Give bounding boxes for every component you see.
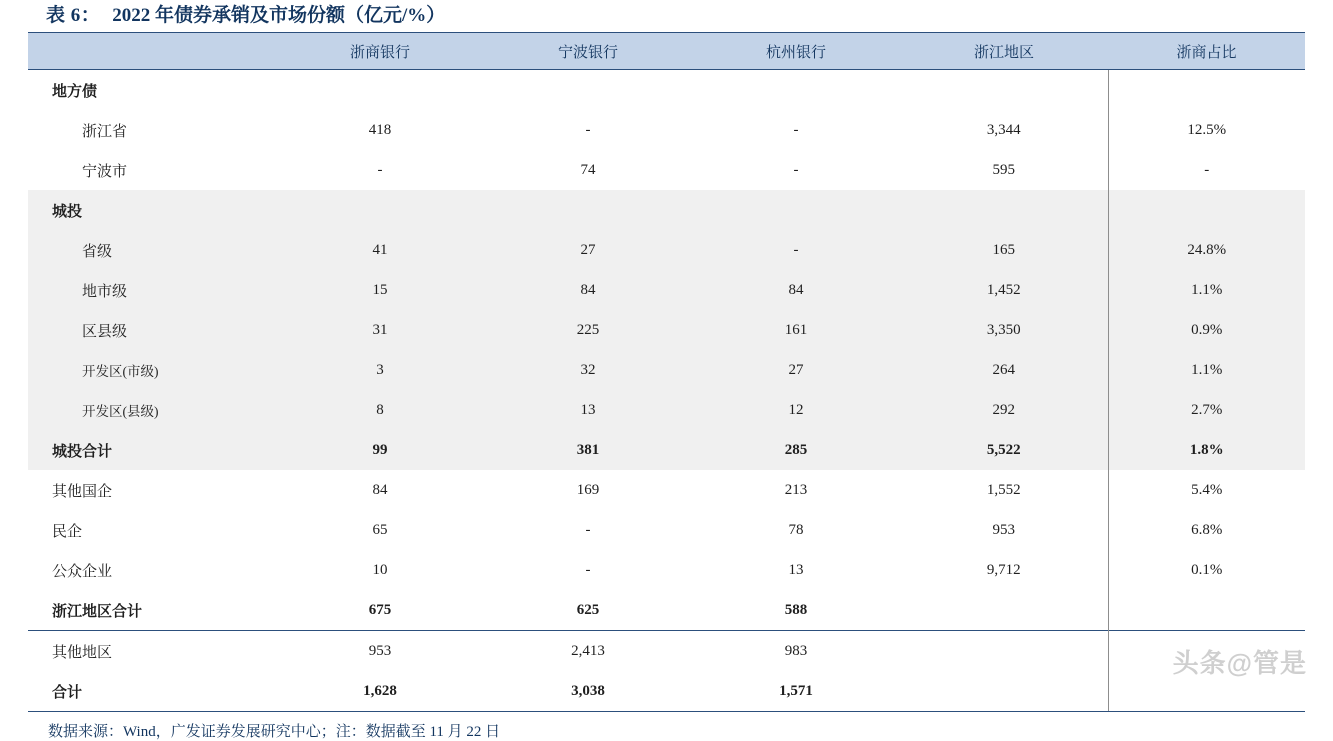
cell-value: - — [692, 230, 900, 270]
cell-value: 32 — [484, 350, 692, 390]
row-label: 浙江省 — [82, 123, 128, 140]
cell-value: 78 — [788, 521, 804, 538]
source-note: 数据来源：Wind，广发证券发展研究中心；注：数据截至 11 月 22 日 — [48, 724, 501, 740]
cell-value: 169 — [576, 481, 600, 498]
cell-value: 6.8% — [1108, 510, 1305, 550]
cell-value: 1,571 — [692, 671, 900, 712]
table-row — [28, 470, 1305, 510]
cell-value: 165 — [900, 230, 1108, 270]
cell-value: 74 — [580, 161, 596, 178]
table-row — [28, 110, 1305, 150]
column-header-3: 杭州银行 — [692, 33, 900, 70]
cell-value: 595 — [992, 161, 1015, 178]
cell-value: 264 — [900, 350, 1108, 390]
table-row — [28, 631, 1305, 672]
cell-value: 13 — [788, 561, 804, 578]
cell-value: 65 — [372, 521, 388, 538]
table-row — [28, 510, 1305, 550]
cell-value — [900, 671, 1108, 712]
column-header-1: 浙商银行 — [276, 33, 484, 70]
cell-value — [900, 631, 1108, 672]
cell-value: 84 — [372, 481, 388, 498]
cell-value: 12.5% — [1108, 110, 1305, 150]
cell-value: 12 — [692, 390, 900, 430]
cell-value: 953 — [276, 631, 484, 672]
cell-value: 9,712 — [986, 561, 1021, 578]
row-label: 地方债 — [52, 83, 98, 100]
cell-value: 625 — [576, 601, 600, 618]
column-header-5: 浙商占比 — [1108, 33, 1305, 70]
cell-value: 1,552 — [986, 481, 1021, 498]
cell-value: 1.1% — [1108, 350, 1305, 390]
cell-value — [1108, 671, 1305, 712]
cell-value: - — [377, 161, 383, 178]
table-row — [28, 190, 1305, 230]
cell-value — [276, 190, 484, 230]
figure-title-text: 2022 年债券承销及市场份额（亿元/%） — [112, 5, 446, 26]
table-row — [28, 430, 1305, 470]
cell-value: 953 — [992, 521, 1015, 538]
row-label: 开发区(县级) — [28, 390, 276, 430]
cell-value: 27 — [692, 350, 900, 390]
cell-value — [900, 590, 1108, 631]
cell-value: 5.4% — [1108, 470, 1305, 510]
cell-value: 2,413 — [484, 631, 692, 672]
table-row — [28, 150, 1305, 190]
cell-value: 225 — [484, 310, 692, 350]
cell-value: 8 — [276, 390, 484, 430]
cell-value — [484, 190, 692, 230]
cell-value — [1108, 190, 1305, 230]
table-row — [28, 230, 1305, 270]
cell-value: 41 — [276, 230, 484, 270]
table-row — [28, 550, 1305, 590]
cell-value: - — [1108, 150, 1305, 190]
cell-value: 285 — [692, 430, 900, 470]
row-label: 省级 — [28, 230, 276, 270]
cell-value: 24.8% — [1108, 230, 1305, 270]
cell-value — [276, 70, 484, 111]
cell-value: 10 — [372, 561, 388, 578]
table-row — [28, 310, 1305, 350]
cell-value — [1108, 631, 1305, 672]
watermark: 头条@管是 — [1172, 648, 1307, 678]
row-label: 宁波市 — [82, 163, 128, 180]
column-header-2: 宁波银行 — [484, 33, 692, 70]
table-row — [28, 270, 1305, 310]
cell-value: 1,628 — [276, 671, 484, 712]
table-header-row — [28, 33, 1305, 70]
cell-value: 3,344 — [986, 121, 1021, 138]
cell-value: 675 — [368, 601, 392, 618]
cell-value — [1108, 590, 1305, 631]
cell-value — [692, 190, 900, 230]
cell-value: 0.1% — [1108, 550, 1305, 590]
row-label: 地市级 — [28, 270, 276, 310]
row-label: 民企 — [52, 523, 83, 540]
row-label: 其他地区 — [28, 631, 276, 672]
cell-value: 1,452 — [900, 270, 1108, 310]
cell-value: 292 — [900, 390, 1108, 430]
cell-value — [692, 70, 900, 111]
cell-value — [484, 70, 692, 111]
column-header-0 — [28, 33, 276, 70]
row-label: 开发区(市级) — [28, 350, 276, 390]
cell-value: 588 — [784, 601, 808, 618]
cell-value: 3,038 — [484, 671, 692, 712]
cell-value — [900, 190, 1108, 230]
cell-value: 381 — [484, 430, 692, 470]
cell-value: 84 — [484, 270, 692, 310]
cell-value: 2.7% — [1108, 390, 1305, 430]
cell-value: 1.8% — [1108, 430, 1305, 470]
figure-title — [28, 0, 1305, 30]
row-label: 合计 — [28, 671, 276, 712]
cell-value: 213 — [784, 481, 808, 498]
row-label: 其他国企 — [52, 483, 113, 500]
cell-value: - — [585, 561, 591, 578]
row-label: 浙江地区合计 — [52, 603, 143, 620]
figure-title-label: 表 6： — [46, 5, 101, 26]
cell-value: 0.9% — [1108, 310, 1305, 350]
table-header — [28, 33, 1305, 70]
column-header-4: 浙江地区 — [900, 33, 1108, 70]
cell-value: 31 — [276, 310, 484, 350]
cell-value: 418 — [368, 121, 392, 138]
cell-value — [1108, 70, 1305, 111]
row-label: 城投 — [28, 190, 276, 230]
cell-value: 3 — [276, 350, 484, 390]
table-row — [28, 70, 1305, 111]
table-row — [28, 671, 1305, 712]
cell-value: 99 — [276, 430, 484, 470]
bond-underwriting-table — [28, 32, 1305, 712]
cell-value: - — [793, 121, 799, 138]
table-row — [28, 390, 1305, 430]
cell-value: 15 — [276, 270, 484, 310]
row-label: 公众企业 — [52, 563, 113, 580]
cell-value — [900, 70, 1108, 111]
cell-value: 1.1% — [1108, 270, 1305, 310]
row-label: 城投合计 — [28, 430, 276, 470]
cell-value: 3,350 — [900, 310, 1108, 350]
cell-value: 161 — [692, 310, 900, 350]
cell-value: 84 — [692, 270, 900, 310]
table-row — [28, 590, 1305, 631]
cell-value: - — [793, 161, 799, 178]
cell-value: 5,522 — [900, 430, 1108, 470]
cell-value: 27 — [484, 230, 692, 270]
table-row — [28, 350, 1305, 390]
cell-value: 983 — [692, 631, 900, 672]
cell-value: - — [585, 121, 591, 138]
cell-value: - — [585, 521, 591, 538]
row-label: 区县级 — [28, 310, 276, 350]
table-body — [28, 70, 1305, 712]
cell-value: 13 — [484, 390, 692, 430]
